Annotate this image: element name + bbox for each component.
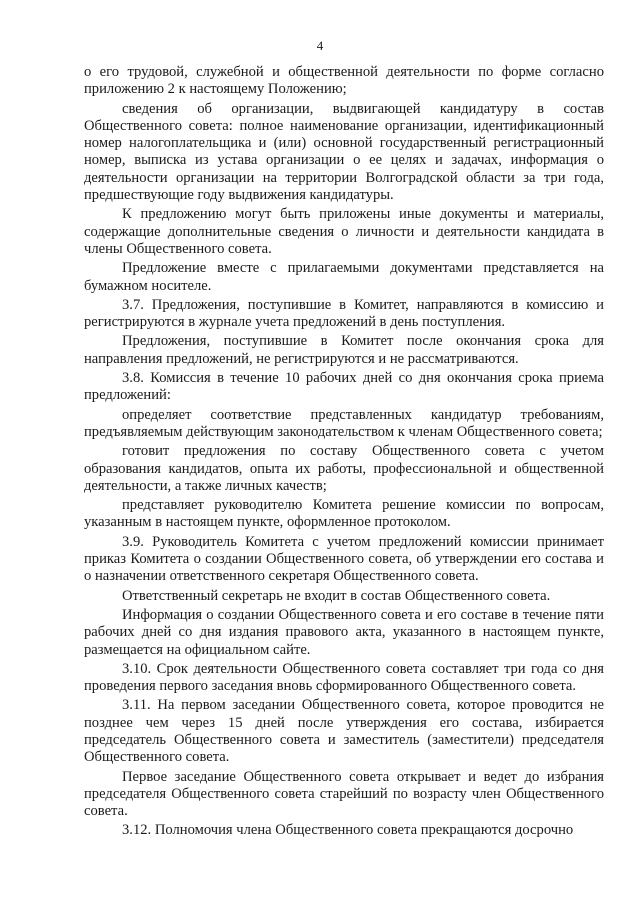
- paragraph-1: о его трудовой, служебной и общественной деятельности по форме согласно приложению 2 к настоящему Положению;: [84, 64, 604, 98]
- paragraph-13: Информация о создании Общественного совета и его составе в течение пяти рабочих дней со дня издания правового акта, указанного в настоящем пункте, размещается на официальном сайте.: [84, 606, 604, 658]
- paragraph-2: сведения об организации, выдвигающей кандидатуру в состав Общественного совета: полное наименование организации, идентификационный номер налогоплательщика и (или) основной государственный регистрационный номер, выписка из устава организации о ее целях и задачах, информация о деятельности организации на территории Волгоградской области за три года, предшествующие году выдвижения кандидатуры.: [84, 100, 604, 204]
- paragraph-5: 3.7. Предложения, поступившие в Комитет, направляются в комиссию и регистрируются в журнале учета предложений в день поступления.: [84, 296, 604, 331]
- document-body: [84, 64, 604, 842]
- paragraph-4: Предложение вместе с прилагаемыми документами представляется на бумажном носителе.: [84, 260, 604, 294]
- paragraph-11: 3.9. Руководитель Комитета с учетом предложений комиссии принимает приказ Комитета о создании Общественного совета, об утверждении его состава и о назначении ответственного секретаря Общественного совета.: [84, 533, 604, 585]
- paragraph-17: 3.12. Полномочия члена Общественного совета прекращаются досрочно: [122, 822, 574, 839]
- paragraph-6: Предложения, поступившие в Комитет после окончания срока для направления предложений, не регистрируются и не рассматриваются.: [84, 333, 604, 367]
- paragraph-10: представляет руководителю Комитета решение комиссии по вопросам, указанным в настоящем пункте, оформленное протоколом.: [84, 497, 604, 531]
- paragraph-12: Ответственный секретарь не входит в состав Общественного совета.: [122, 587, 551, 604]
- paragraph-9: готовит предложения по составу Общественного совета с учетом образования кандидатов, опыта их работы, профессиональной и общественной деятельности, а также личных качеств;: [84, 443, 604, 494]
- paragraph-7: 3.8. Комиссия в течение 10 рабочих дней со дня окончания срока приема предложений:: [84, 370, 604, 404]
- page-number: 4: [316, 38, 324, 53]
- paragraph-3: К предложению могут быть приложены иные документы и материалы, содержащие дополнительные сведения о личности и деятельности кандидата в члены Общественного совета.: [84, 206, 604, 257]
- paragraph-14: 3.10. Срок деятельности Общественного совета составляет три года со дня проведения первого заседания вновь сформированного Общественного совета.: [84, 660, 604, 695]
- paragraph-16: Первое заседание Общественного совета открывает и ведет до избрания председателя Общественного совета старейший по возрасту член Общественного совета.: [84, 768, 604, 820]
- paragraph-15: 3.11. На первом заседании Общественного совета, которое проводится не позднее чем через 15 дней после утверждения его состава, избирается председатель Общественного совета и заместитель (заместители) председателя Общественного совета.: [84, 697, 604, 766]
- paragraph-8: определяет соответствие представленных кандидатур требованиям, предъявляемым действующим законодательством к членам Общественного совета;: [84, 406, 604, 440]
